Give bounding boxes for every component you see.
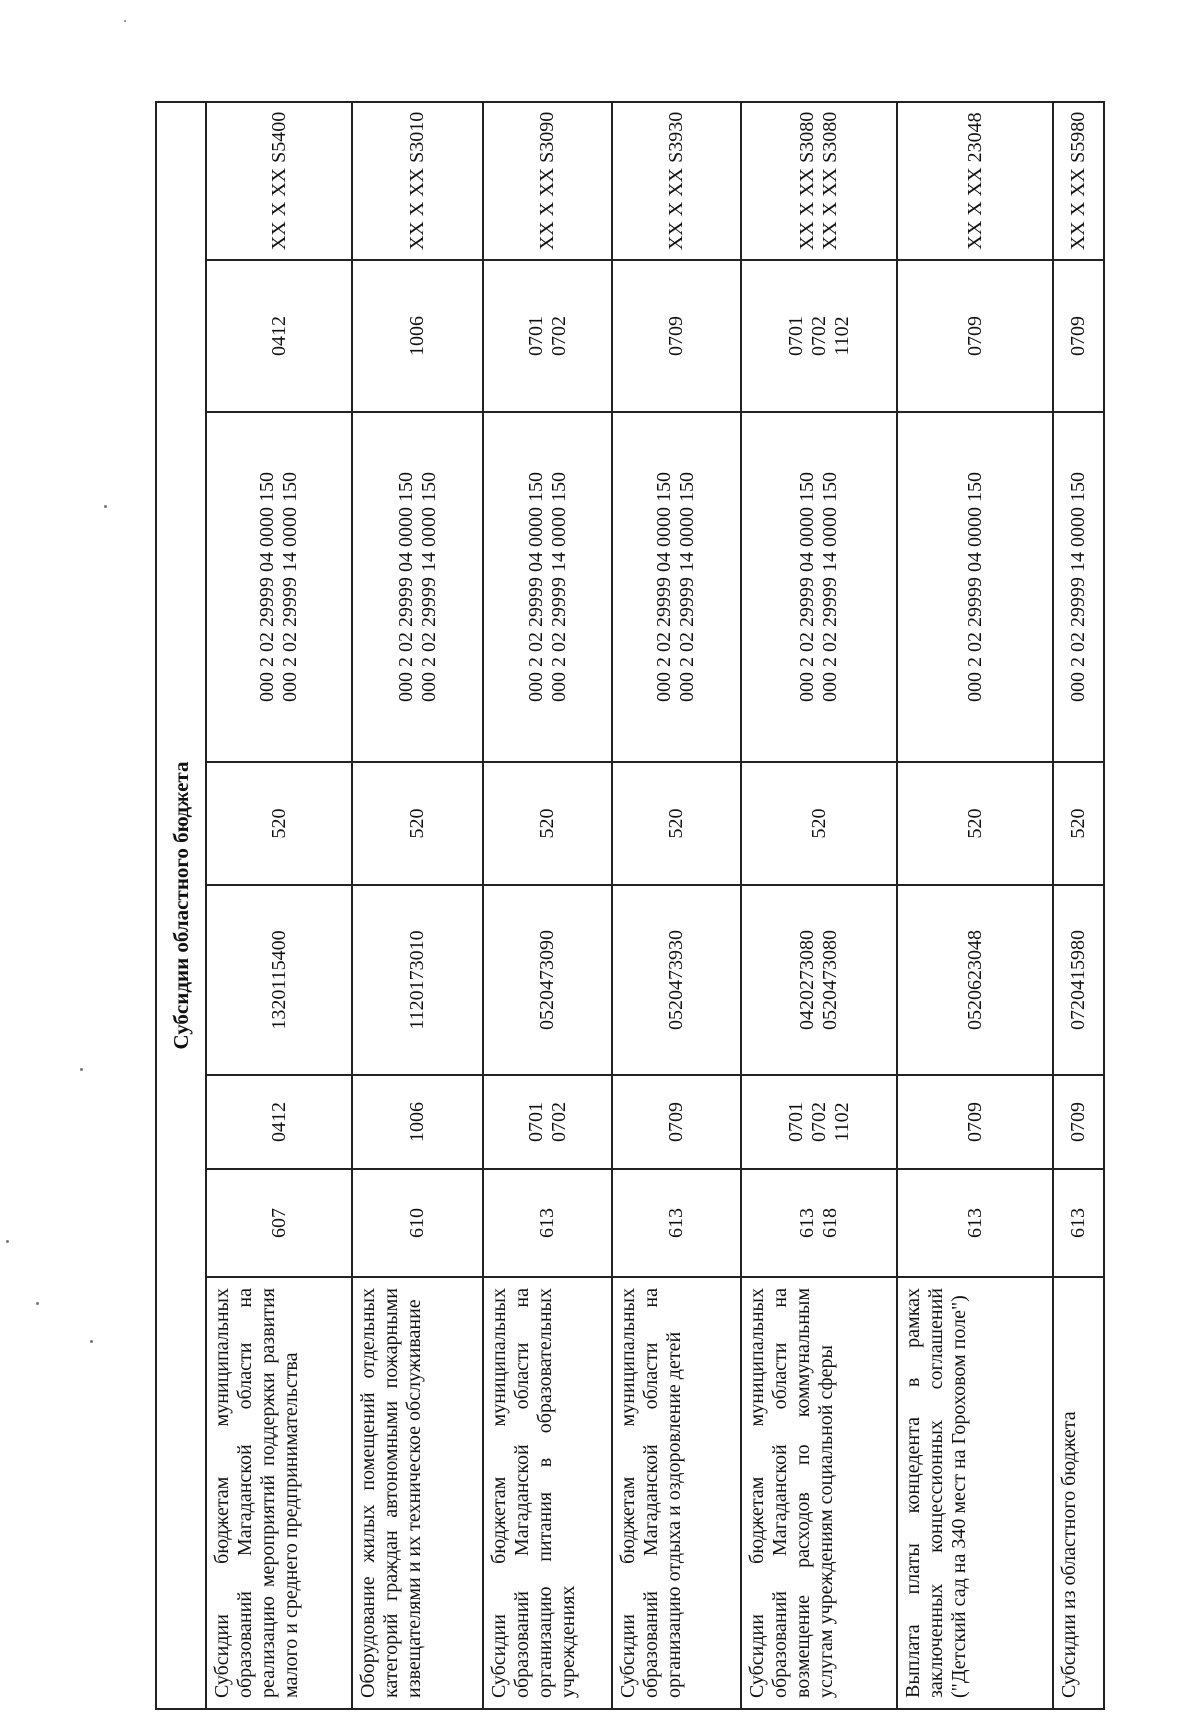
description-cell: Субсидии бюджетам муниципальных образований Магаданской области на организацию отдыха и оздоровление детей [612, 1277, 741, 1709]
section-code-cell-value: 0702 [547, 1102, 570, 1142]
section-code-local-cell [1053, 260, 1104, 412]
budget-classification-cell-value: 000 2 02 29999 14 0000 150 [1066, 472, 1089, 702]
description-cell: Субсидии бюджетам муниципальных образований Магаданской области на организацию питания в образовательных учреждениях [483, 1277, 612, 1709]
code-cell-value: 613 [536, 1208, 559, 1238]
section-code-cell-value: 0709 [1066, 1102, 1089, 1142]
code-cell-value: 618 [819, 1208, 842, 1238]
local-code-cell [352, 102, 483, 260]
target-article-cell [897, 885, 1052, 1075]
table-row [483, 102, 612, 1709]
expense-type-cell-value: 520 [536, 808, 559, 839]
section-code-local-cell-value: 0701 [784, 316, 807, 356]
table-body [206, 102, 1104, 1709]
target-article-cell-value: 0520473930 [664, 930, 687, 1030]
code-cell [612, 1169, 741, 1277]
code-cell [352, 1169, 483, 1277]
section-code-cell [483, 1075, 612, 1169]
table-row [1053, 102, 1104, 1709]
section-code-cell-value: 0702 [807, 1102, 830, 1142]
description-cell: Выплата платы концедента в рамках заключенных концессионных соглашений ("Детский сад на 340 мест на Гороховом поле") [897, 1277, 1052, 1709]
local-code-cell [1053, 102, 1104, 260]
section-code-cell [612, 1075, 741, 1169]
budget-classification-cell-value: 000 2 02 29999 14 0000 150 [819, 472, 842, 702]
scan-speck [80, 1068, 83, 1071]
expense-type-cell [612, 762, 741, 885]
budget-classification-cell [897, 412, 1052, 762]
section-code-local-cell-value: 1102 [830, 316, 853, 356]
target-article-cell [352, 885, 483, 1075]
scan-speck [6, 1240, 9, 1243]
section-code-local-cell [352, 260, 483, 412]
target-article-cell [612, 885, 741, 1075]
target-article-cell [741, 885, 897, 1075]
section-code-cell-value: 1006 [406, 1102, 429, 1142]
expense-type-cell [352, 762, 483, 885]
budget-classification-cell [352, 412, 483, 762]
table-row [741, 102, 897, 1709]
description-cell: Субсидии бюджетам муниципальных образований Магаданской области на реализацию мероприятий поддержки развития малого и среднего предпринимательства [206, 1277, 352, 1709]
local-code-cell [741, 102, 897, 260]
local-code-cell-value: XX X XX S3930 [664, 111, 687, 251]
code-cell-value: 613 [1066, 1208, 1089, 1238]
code-cell-value: 613 [664, 1208, 687, 1238]
section-code-local-cell-value: 0702 [807, 316, 830, 356]
subsidy-table [155, 101, 1105, 1710]
target-article-cell-value: 0520473080 [819, 930, 842, 1030]
expense-type-cell [1053, 762, 1104, 885]
target-article-cell-value: 0720415980 [1066, 930, 1089, 1030]
local-code-cell-value: XX X XX S3010 [406, 111, 429, 251]
budget-classification-cell [741, 412, 897, 762]
budget-classification-cell [612, 412, 741, 762]
section-code-local-cell-value: 0709 [664, 316, 687, 356]
section-code-local-cell-value: 0412 [267, 316, 290, 356]
code-cell-value: 607 [267, 1208, 290, 1238]
budget-classification-cell [1053, 412, 1104, 762]
code-cell [897, 1169, 1052, 1277]
section-code-cell-value: 0709 [664, 1102, 687, 1142]
budget-classification-cell-value: 000 2 02 29999 14 0000 150 [676, 472, 699, 702]
document-page-table [155, 103, 1105, 1710]
section-code-local-cell [483, 260, 612, 412]
section-code-cell [352, 1075, 483, 1169]
expense-type-cell-value: 520 [664, 808, 687, 839]
target-article-cell [483, 885, 612, 1075]
target-article-cell-value: 0520623048 [963, 930, 986, 1030]
target-article-cell-value: 1120173010 [406, 930, 429, 1030]
local-code-cell-value: XX X XX S5980 [1066, 111, 1089, 251]
section-code-cell-value: 0412 [267, 1102, 290, 1142]
section-code-cell [206, 1075, 352, 1169]
scan-speck [104, 505, 107, 508]
code-cell [483, 1169, 612, 1277]
budget-classification-cell-value: 000 2 02 29999 04 0000 150 [963, 472, 986, 702]
expense-type-cell [483, 762, 612, 885]
section-code-cell-value: 0709 [963, 1102, 986, 1142]
target-article-cell-value: 0420273080 [796, 930, 819, 1030]
local-code-cell-value: XX X XX S5400 [267, 111, 290, 251]
local-code-cell-value: XX X XX 23048 [963, 112, 986, 250]
budget-classification-cell-value: 000 2 02 29999 14 0000 150 [417, 472, 440, 702]
budget-classification-cell-value: 000 2 02 29999 04 0000 150 [796, 472, 819, 702]
local-code-cell [206, 102, 352, 260]
expense-type-cell-value: 520 [1066, 808, 1089, 839]
section-code-cell-value: 0701 [784, 1102, 807, 1142]
code-cell [206, 1169, 352, 1277]
local-code-cell [897, 102, 1052, 260]
description-cell: Оборудование жилых помещений отдельных категорий граждан автономными пожарными извещателями и их техническое обслуживание [352, 1277, 483, 1709]
target-article-cell-value: 0520473090 [536, 930, 559, 1030]
local-code-cell [483, 102, 612, 260]
expense-type-cell [206, 762, 352, 885]
table-row [206, 102, 352, 1709]
budget-classification-cell-value: 000 2 02 29999 04 0000 150 [394, 472, 417, 702]
section-code-cell [897, 1075, 1052, 1169]
table-row [612, 102, 741, 1709]
section-code-local-cell-value: 0709 [1066, 316, 1089, 356]
section-code-local-cell-value: 0701 [524, 316, 547, 356]
code-cell-value: 610 [406, 1208, 429, 1238]
description-cell: Субсидии бюджетам муниципальных образований Магаданской области на возмещение расходов по коммунальным услугам учреждениям социальной сферы [741, 1277, 897, 1709]
description-cell: Субсидии из областного бюджета [1053, 1277, 1104, 1709]
local-code-cell-value: XX X XX S3090 [536, 111, 559, 251]
scan-speck [124, 20, 126, 22]
expense-type-cell [897, 762, 1052, 885]
expense-type-cell-value: 520 [963, 808, 986, 839]
section-code-local-cell [612, 260, 741, 412]
scan-speck [36, 1302, 39, 1305]
budget-classification-cell [206, 412, 352, 762]
section-code-local-cell [206, 260, 352, 412]
section-code-local-cell-value: 0709 [963, 316, 986, 356]
local-code-cell [612, 102, 741, 260]
expense-type-cell-value: 520 [267, 808, 290, 839]
expense-type-cell-value: 520 [807, 808, 830, 839]
budget-classification-cell [483, 412, 612, 762]
target-article-cell [1053, 885, 1104, 1075]
code-cell [1053, 1169, 1104, 1277]
expense-type-cell-value: 520 [406, 808, 429, 839]
local-code-cell-value: XX X XX S3080 [796, 111, 819, 251]
budget-classification-cell-value: 000 2 02 29999 04 0000 150 [256, 472, 279, 702]
code-cell-value: 613 [796, 1208, 819, 1238]
code-cell-value: 613 [963, 1208, 986, 1238]
expense-type-cell [741, 762, 897, 885]
section-code-cell [1053, 1075, 1104, 1169]
budget-classification-cell-value: 000 2 02 29999 14 0000 150 [547, 472, 570, 702]
section-title: Субсидии областного бюджета [156, 102, 206, 1709]
budget-classification-cell-value: 000 2 02 29999 14 0000 150 [279, 472, 302, 702]
section-code-cell-value: 1102 [830, 1102, 853, 1142]
section-code-local-cell [897, 260, 1052, 412]
budget-classification-cell-value: 000 2 02 29999 04 0000 150 [524, 472, 547, 702]
scan-speck [90, 1340, 93, 1343]
section-code-cell-value: 0701 [524, 1102, 547, 1142]
table-row [897, 102, 1052, 1709]
budget-classification-cell-value: 000 2 02 29999 04 0000 150 [653, 472, 676, 702]
section-code-local-cell-value: 0702 [547, 316, 570, 356]
local-code-cell-value: XX X XX S3080 [819, 111, 842, 251]
target-article-cell-value: 1320115400 [267, 930, 290, 1030]
table-row [352, 102, 483, 1709]
section-code-local-cell-value: 1006 [406, 316, 429, 356]
code-cell [741, 1169, 897, 1277]
section-code-cell [741, 1075, 897, 1169]
section-code-local-cell [741, 260, 897, 412]
target-article-cell [206, 885, 352, 1075]
